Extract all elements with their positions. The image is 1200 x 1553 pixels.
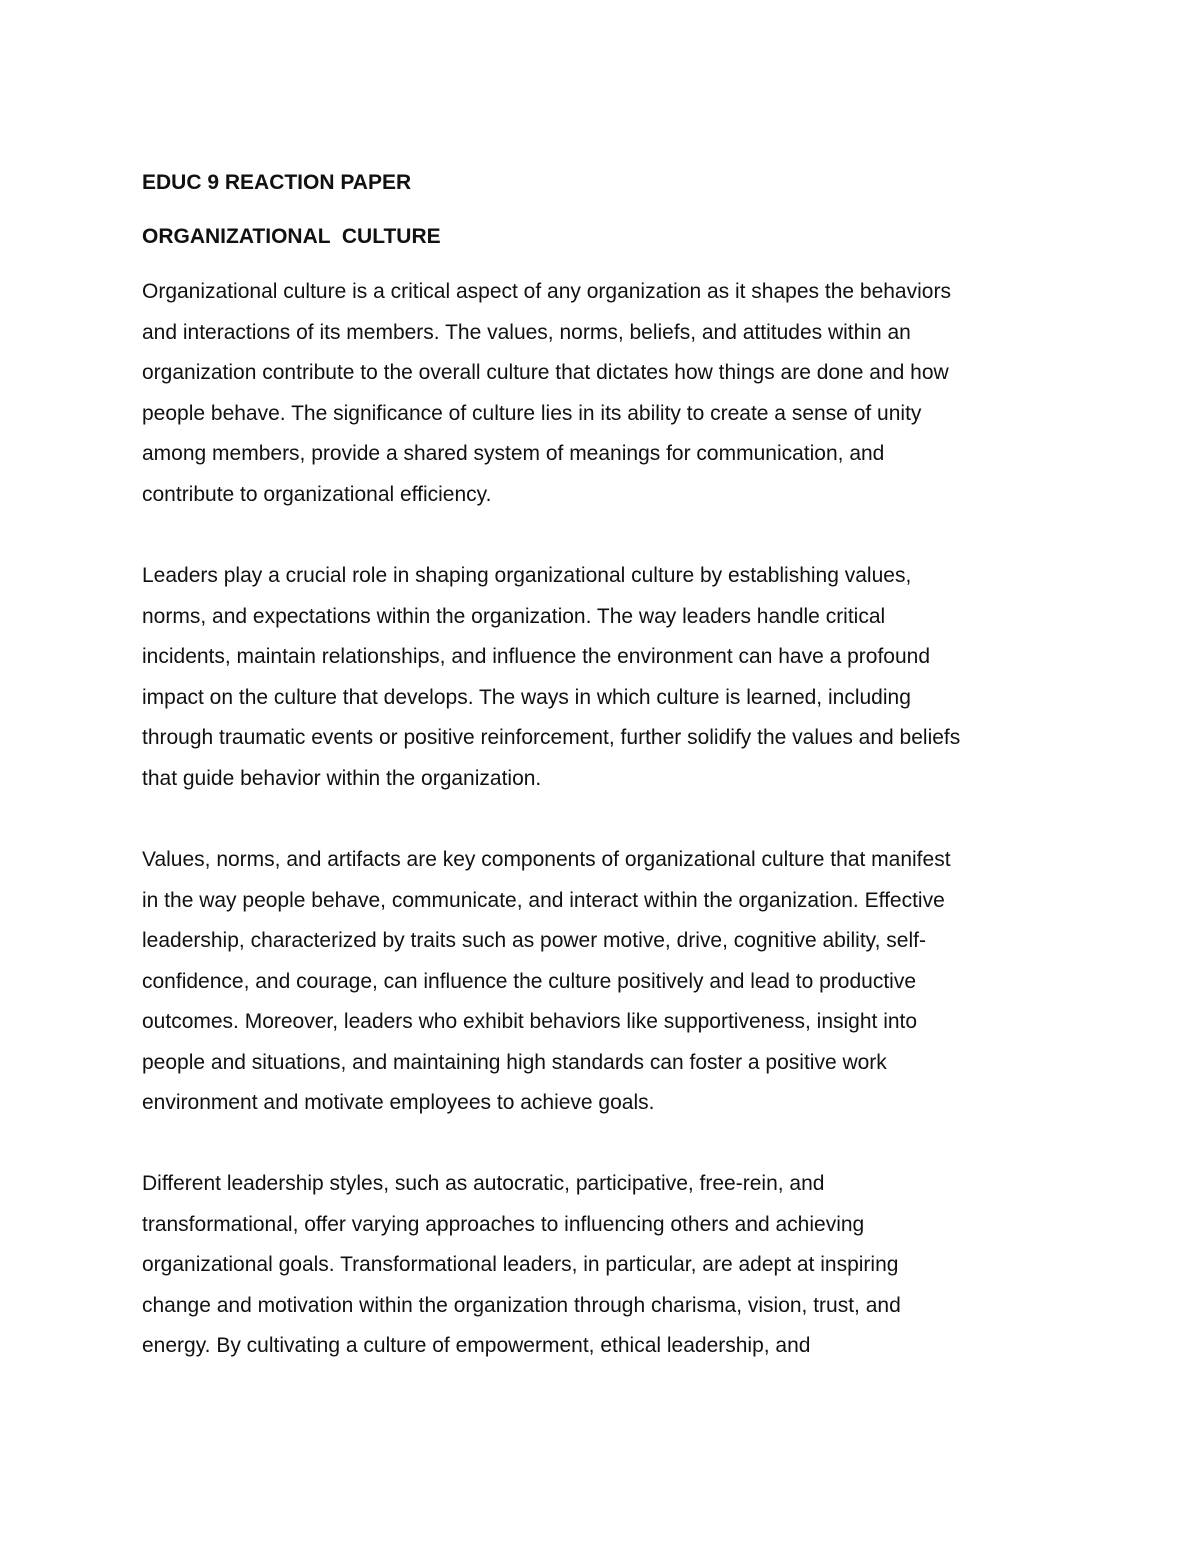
paragraph-line: confidence, and courage, can influence the culture positively and lead to productive (142, 969, 917, 993)
paragraph-line: leadership, characterized by traits such as power motive, drive, cognitive ability, self- (142, 929, 926, 952)
paragraph-1 (142, 272, 1072, 515)
paragraph-line: transformational, offer varying approaches to influencing others and achieving (142, 1212, 865, 1236)
paragraph-line: organization contribute to the overall culture that dictates how things are done and how (142, 361, 949, 384)
paragraph-line: people and situations, and maintaining high standards can foster a positive work (142, 1050, 887, 1074)
paragraph-line: and interactions of its members. The values, norms, beliefs, and attitudes within an (142, 320, 911, 344)
paragraph-line: outcomes. Moreover, leaders who exhibit behaviors like supportiveness, insight into (142, 1010, 918, 1033)
paragraph-line: norms, and expectations within the organization. The way leaders handle critical (142, 604, 886, 628)
paragraph-3 (142, 840, 1072, 1124)
paragraph-line: among members, provide a shared system of meanings for communication, and (142, 442, 885, 465)
paragraph-line: impact on the culture that develops. The ways in which culture is learned, including (142, 685, 911, 709)
document-subtitle: ORGANIZATIONAL CULTURE (142, 225, 441, 248)
paragraph-line: through traumatic events or positive reinforcement, further solidify the values and beliefs (142, 726, 961, 749)
paragraph-line: incidents, maintain relationships, and influence the environment can have a profound (142, 645, 931, 668)
paragraph-line: that guide behavior within the organization. (142, 766, 542, 790)
paragraph-line: in the way people behave, communicate, and interact within the organization. Effective (142, 888, 945, 912)
paragraph-4 (142, 1164, 1072, 1367)
paragraph-line: energy. By cultivating a culture of empowerment, ethical leadership, and (142, 1334, 811, 1357)
paragraph-line: environment and motivate employees to achieve goals. (142, 1091, 655, 1114)
paragraph-line: Leaders play a crucial role in shaping organizational culture by establishing values, (142, 564, 912, 587)
paragraph-2 (142, 556, 1072, 799)
paragraph-line: people behave. The significance of culture lies in its ability to create a sense of unity (142, 401, 922, 425)
paragraph-line: change and motivation within the organization through charisma, vision, trust, and (142, 1293, 901, 1317)
paragraph-line: Values, norms, and artifacts are key components of organizational culture that manifest (142, 848, 951, 871)
document-title: EDUC 9 REACTION PAPER (142, 171, 412, 194)
paragraph-line: contribute to organizational efficiency. (142, 482, 492, 506)
paragraph-line: organizational goals. Transformational leaders, in particular, are adept at inspiring (142, 1253, 899, 1276)
paragraph-line: Organizational culture is a critical aspect of any organization as it shapes the behaviors (142, 280, 951, 303)
paragraph-line: Different leadership styles, such as autocratic, participative, free-rein, and (142, 1172, 825, 1195)
